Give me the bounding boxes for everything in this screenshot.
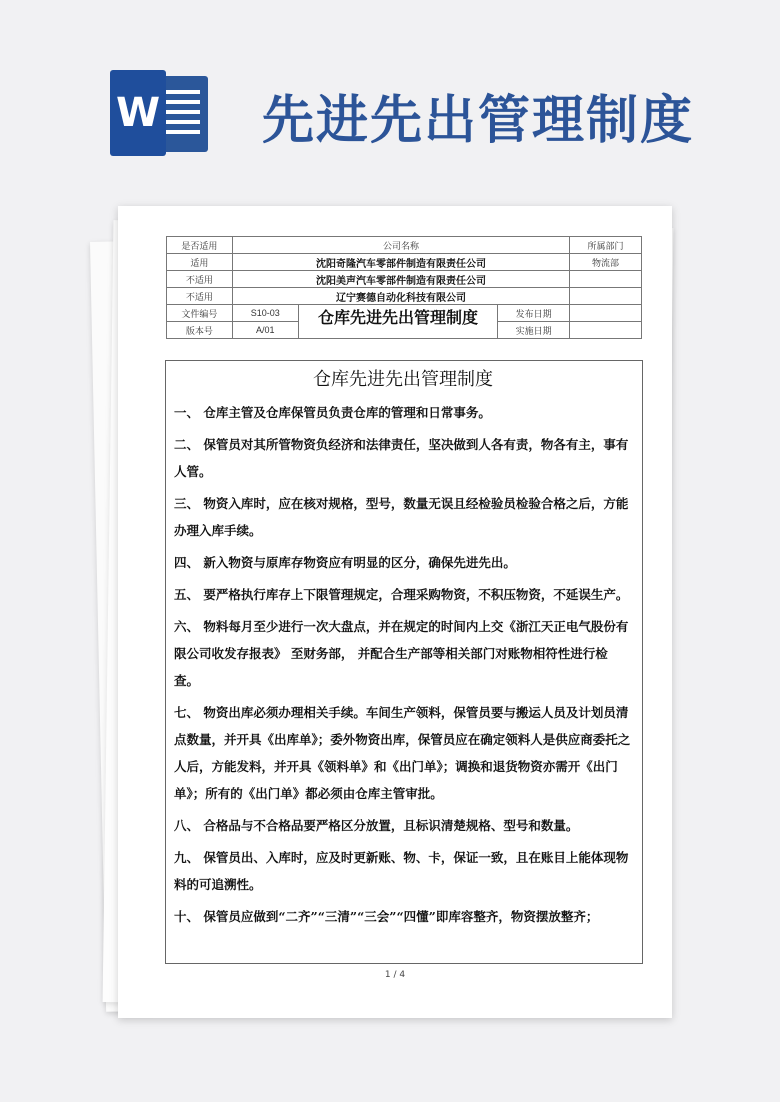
document-body <box>165 360 643 964</box>
doc-no-label: 文件编号 <box>167 305 233 322</box>
paragraph: 八、 合格品与不合格品要严格区分放置，且标识清楚规格、型号和数量。 <box>174 818 579 833</box>
version-label: 版本号 <box>167 322 233 339</box>
header-department: 所属部门 <box>570 237 642 254</box>
meta-row <box>167 254 642 271</box>
row1-company: 沈阳奇隆汽车零部件制造有限责任公司 <box>232 254 569 271</box>
meta-row <box>167 305 642 322</box>
word-icon <box>110 70 208 156</box>
issue-date-label: 发布日期 <box>498 305 570 322</box>
issue-date-value <box>570 305 642 322</box>
paragraph: 五、 要严格执行库存上下限管理规定，合理采购物资，不积压物资，不延误生产。 <box>174 587 629 602</box>
meta-row <box>167 271 642 288</box>
meta-row <box>167 288 642 305</box>
header-company: 公司名称 <box>232 237 569 254</box>
paragraph: 七、 物资出库必须办理相关手续。车间生产领料，保管员要与搬运人员及计划员清点数量，并开具《出库单》；委外物资出库，保管员应在确定领料人是供应商委托之人后，方能发料，并开具《领料单》和《出门单》；调换和退货物资亦需开《出门单》；所有的《出门单》都必须由仓库主管审批。 <box>174 705 631 801</box>
body-title: 仓库先进先出管理制度 <box>313 369 493 390</box>
doc-title: 仓库先进先出管理制度 <box>298 305 498 339</box>
effective-date-label: 实施日期 <box>498 322 570 339</box>
paragraph: 三、 物资入库时，应在核对规格，型号，数量无误且经检验员检验合格之后，方能办理入库手续。 <box>174 496 629 538</box>
paragraph: 二、 保管员对其所管物资负经济和法律责任，坚决做到人各有责，物各有主，事有人管。 <box>174 437 629 479</box>
banner-title: 先进先出管理制度 <box>262 90 695 151</box>
doc-no-value: S10-03 <box>232 305 298 322</box>
banner <box>0 0 780 190</box>
document-page <box>118 206 672 1018</box>
row3-applicable: 不适用 <box>167 288 233 305</box>
row3-company: 辽宁赛德自动化科技有限公司 <box>232 288 569 305</box>
word-logo-letter: W <box>110 70 166 156</box>
paragraph: 十、 保管员应做到“二齐”“三清”“三会”“四懂”即库容整齐，物资摆放整齐； <box>174 909 599 924</box>
paragraph: 六、 物料每月至少进行一次大盘点，并在规定的时间内上交《浙江天正电气股份有限公司收发存报表》 至财务部， 并配合生产部等相关部门对账物相符性进行检查。 <box>174 619 629 688</box>
row2-applicable: 不适用 <box>167 271 233 288</box>
paragraph: 九、 保管员出、入库时，应及时更新账、物、卡，保证一致，且在账目上能体现物料的可追溯性。 <box>174 850 629 892</box>
header-applicable: 是否适用 <box>167 237 233 254</box>
row1-applicable: 适用 <box>167 254 233 271</box>
effective-date-value <box>570 322 642 339</box>
row2-company: 沈阳美声汽车零部件制造有限责任公司 <box>232 271 569 288</box>
paragraph: 四、 新入物资与原库存物资应有明显的区分，确保先进先出。 <box>174 555 516 570</box>
page-number: 1 / 4 <box>384 970 406 980</box>
meta-header-row <box>167 237 642 254</box>
document-meta-table <box>166 236 642 339</box>
version-value: A/01 <box>232 322 298 339</box>
paragraph: 一、 仓库主管及仓库保管员负责仓库的管理和日常事务。 <box>174 405 491 420</box>
row1-department: 物流部 <box>570 254 642 271</box>
